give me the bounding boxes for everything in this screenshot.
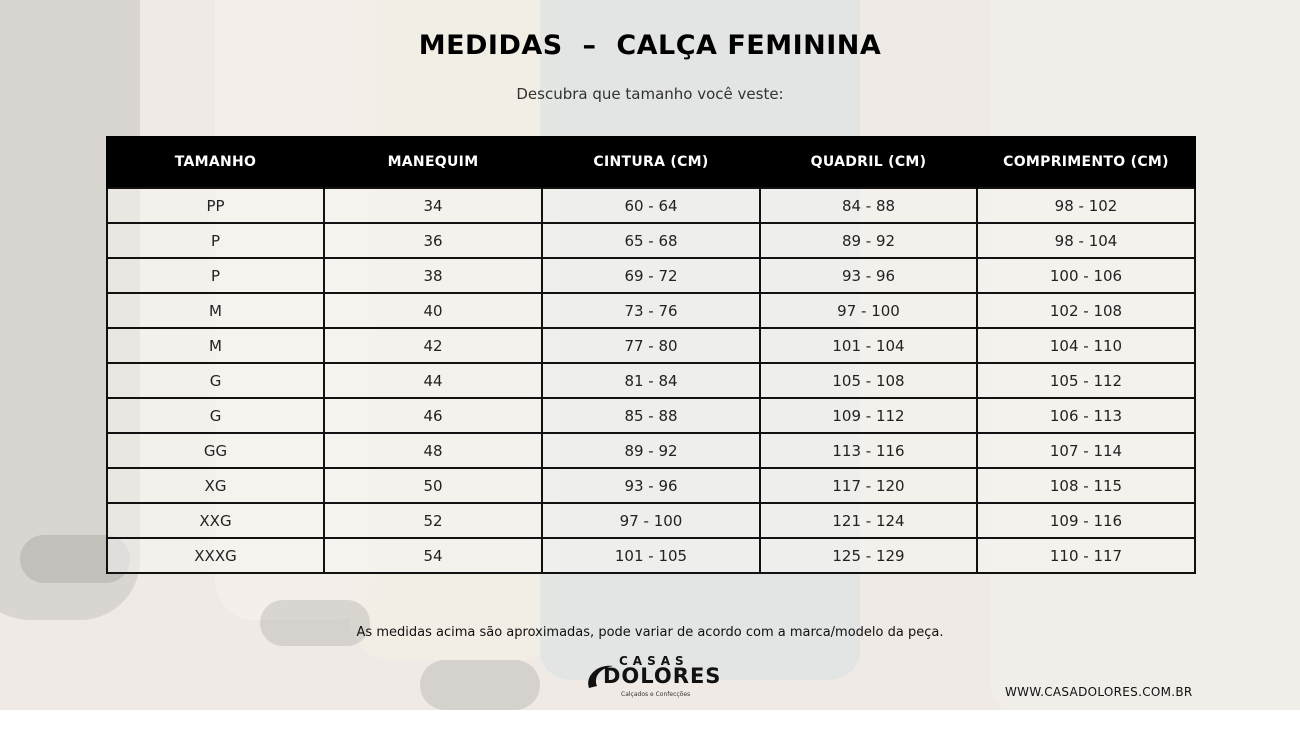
table-cell: 60 - 64: [542, 188, 760, 223]
table-cell: 104 - 110: [977, 328, 1195, 363]
column-header: MANEQUIM: [324, 136, 542, 188]
table-cell: 77 - 80: [542, 328, 760, 363]
table-row: [107, 468, 1195, 503]
column-header: CINTURA (CM): [542, 136, 760, 188]
disclaimer-note: As medidas acima são aproximadas, pode variar de acordo com a marca/modelo da peça.: [356, 625, 944, 640]
column-header: QUADRIL (CM): [760, 136, 977, 188]
table-cell: 46: [324, 398, 542, 433]
table-cell: 121 - 124: [760, 503, 977, 538]
table-cell: 113 - 116: [760, 433, 977, 468]
table-cell: 84 - 88: [760, 188, 977, 223]
table-cell: XG: [107, 468, 324, 503]
table-cell: 81 - 84: [542, 363, 760, 398]
table-cell: 106 - 113: [977, 398, 1195, 433]
table-cell: 101 - 104: [760, 328, 977, 363]
table-cell: 108 - 115: [977, 468, 1195, 503]
table-cell: 109 - 112: [760, 398, 977, 433]
table-header: [107, 136, 1195, 188]
logo-tagline: Calçados e Confecções: [621, 691, 691, 698]
bottom-strip: [0, 710, 1300, 731]
table-cell: 110 - 117: [977, 538, 1195, 573]
table-cell: 107 - 114: [977, 433, 1195, 468]
brand-logo: [583, 654, 722, 704]
table-row: [107, 538, 1195, 573]
table-cell: 73 - 76: [542, 293, 760, 328]
table-cell: 65 - 68: [542, 223, 760, 258]
table-cell: 50: [324, 468, 542, 503]
table-row: [107, 188, 1195, 223]
table-cell: 69 - 72: [542, 258, 760, 293]
table-cell: 44: [324, 363, 542, 398]
table-cell: 42: [324, 328, 542, 363]
table-cell: 48: [324, 433, 542, 468]
table-cell: 85 - 88: [542, 398, 760, 433]
table-cell: XXXG: [107, 538, 324, 573]
table-cell: 100 - 106: [977, 258, 1195, 293]
page-title: MEDIDAS – CALÇA FEMININA: [418, 30, 882, 61]
column-header: COMPRIMENTO (CM): [977, 136, 1195, 188]
table-cell: 97 - 100: [760, 293, 977, 328]
table-cell: 89 - 92: [542, 433, 760, 468]
table-row: [107, 293, 1195, 328]
table-cell: 93 - 96: [760, 258, 977, 293]
table-row: [107, 363, 1195, 398]
table-cell: 105 - 112: [977, 363, 1195, 398]
logo-top-text: CASAS: [619, 654, 689, 668]
page-subtitle: Descubra que tamanho você veste:: [516, 85, 784, 103]
table-cell: 97 - 100: [542, 503, 760, 538]
table-row: [107, 433, 1195, 468]
table-cell: 101 - 105: [542, 538, 760, 573]
table-cell: M: [107, 293, 324, 328]
table-cell: 93 - 96: [542, 468, 760, 503]
logo-main-text: DOLORES: [603, 664, 722, 688]
table-cell: 52: [324, 503, 542, 538]
table-cell: 98 - 104: [977, 223, 1195, 258]
table-cell: 89 - 92: [760, 223, 977, 258]
website-link[interactable]: WWW.CASADOLORES.COM.BR: [1005, 685, 1193, 699]
table-cell: G: [107, 363, 324, 398]
table-cell: PP: [107, 188, 324, 223]
table-cell: G: [107, 398, 324, 433]
table-cell: P: [107, 258, 324, 293]
table-cell: P: [107, 223, 324, 258]
table-cell: 54: [324, 538, 542, 573]
table-cell: XXG: [107, 503, 324, 538]
table-cell: 125 - 129: [760, 538, 977, 573]
table-cell: 102 - 108: [977, 293, 1195, 328]
table-row: [107, 223, 1195, 258]
table-cell: 117 - 120: [760, 468, 977, 503]
table-cell: 34: [324, 188, 542, 223]
table-cell: 105 - 108: [760, 363, 977, 398]
table-cell: GG: [107, 433, 324, 468]
table-cell: 40: [324, 293, 542, 328]
table-row: [107, 398, 1195, 433]
table-body: [107, 188, 1195, 573]
table-row: [107, 503, 1195, 538]
table-cell: M: [107, 328, 324, 363]
table-cell: 36: [324, 223, 542, 258]
column-header: TAMANHO: [107, 136, 324, 188]
table-row: [107, 328, 1195, 363]
table-cell: 38: [324, 258, 542, 293]
size-chart-table: [106, 136, 1196, 574]
table-row: [107, 258, 1195, 293]
table-cell: 98 - 102: [977, 188, 1195, 223]
table-cell: 109 - 116: [977, 503, 1195, 538]
